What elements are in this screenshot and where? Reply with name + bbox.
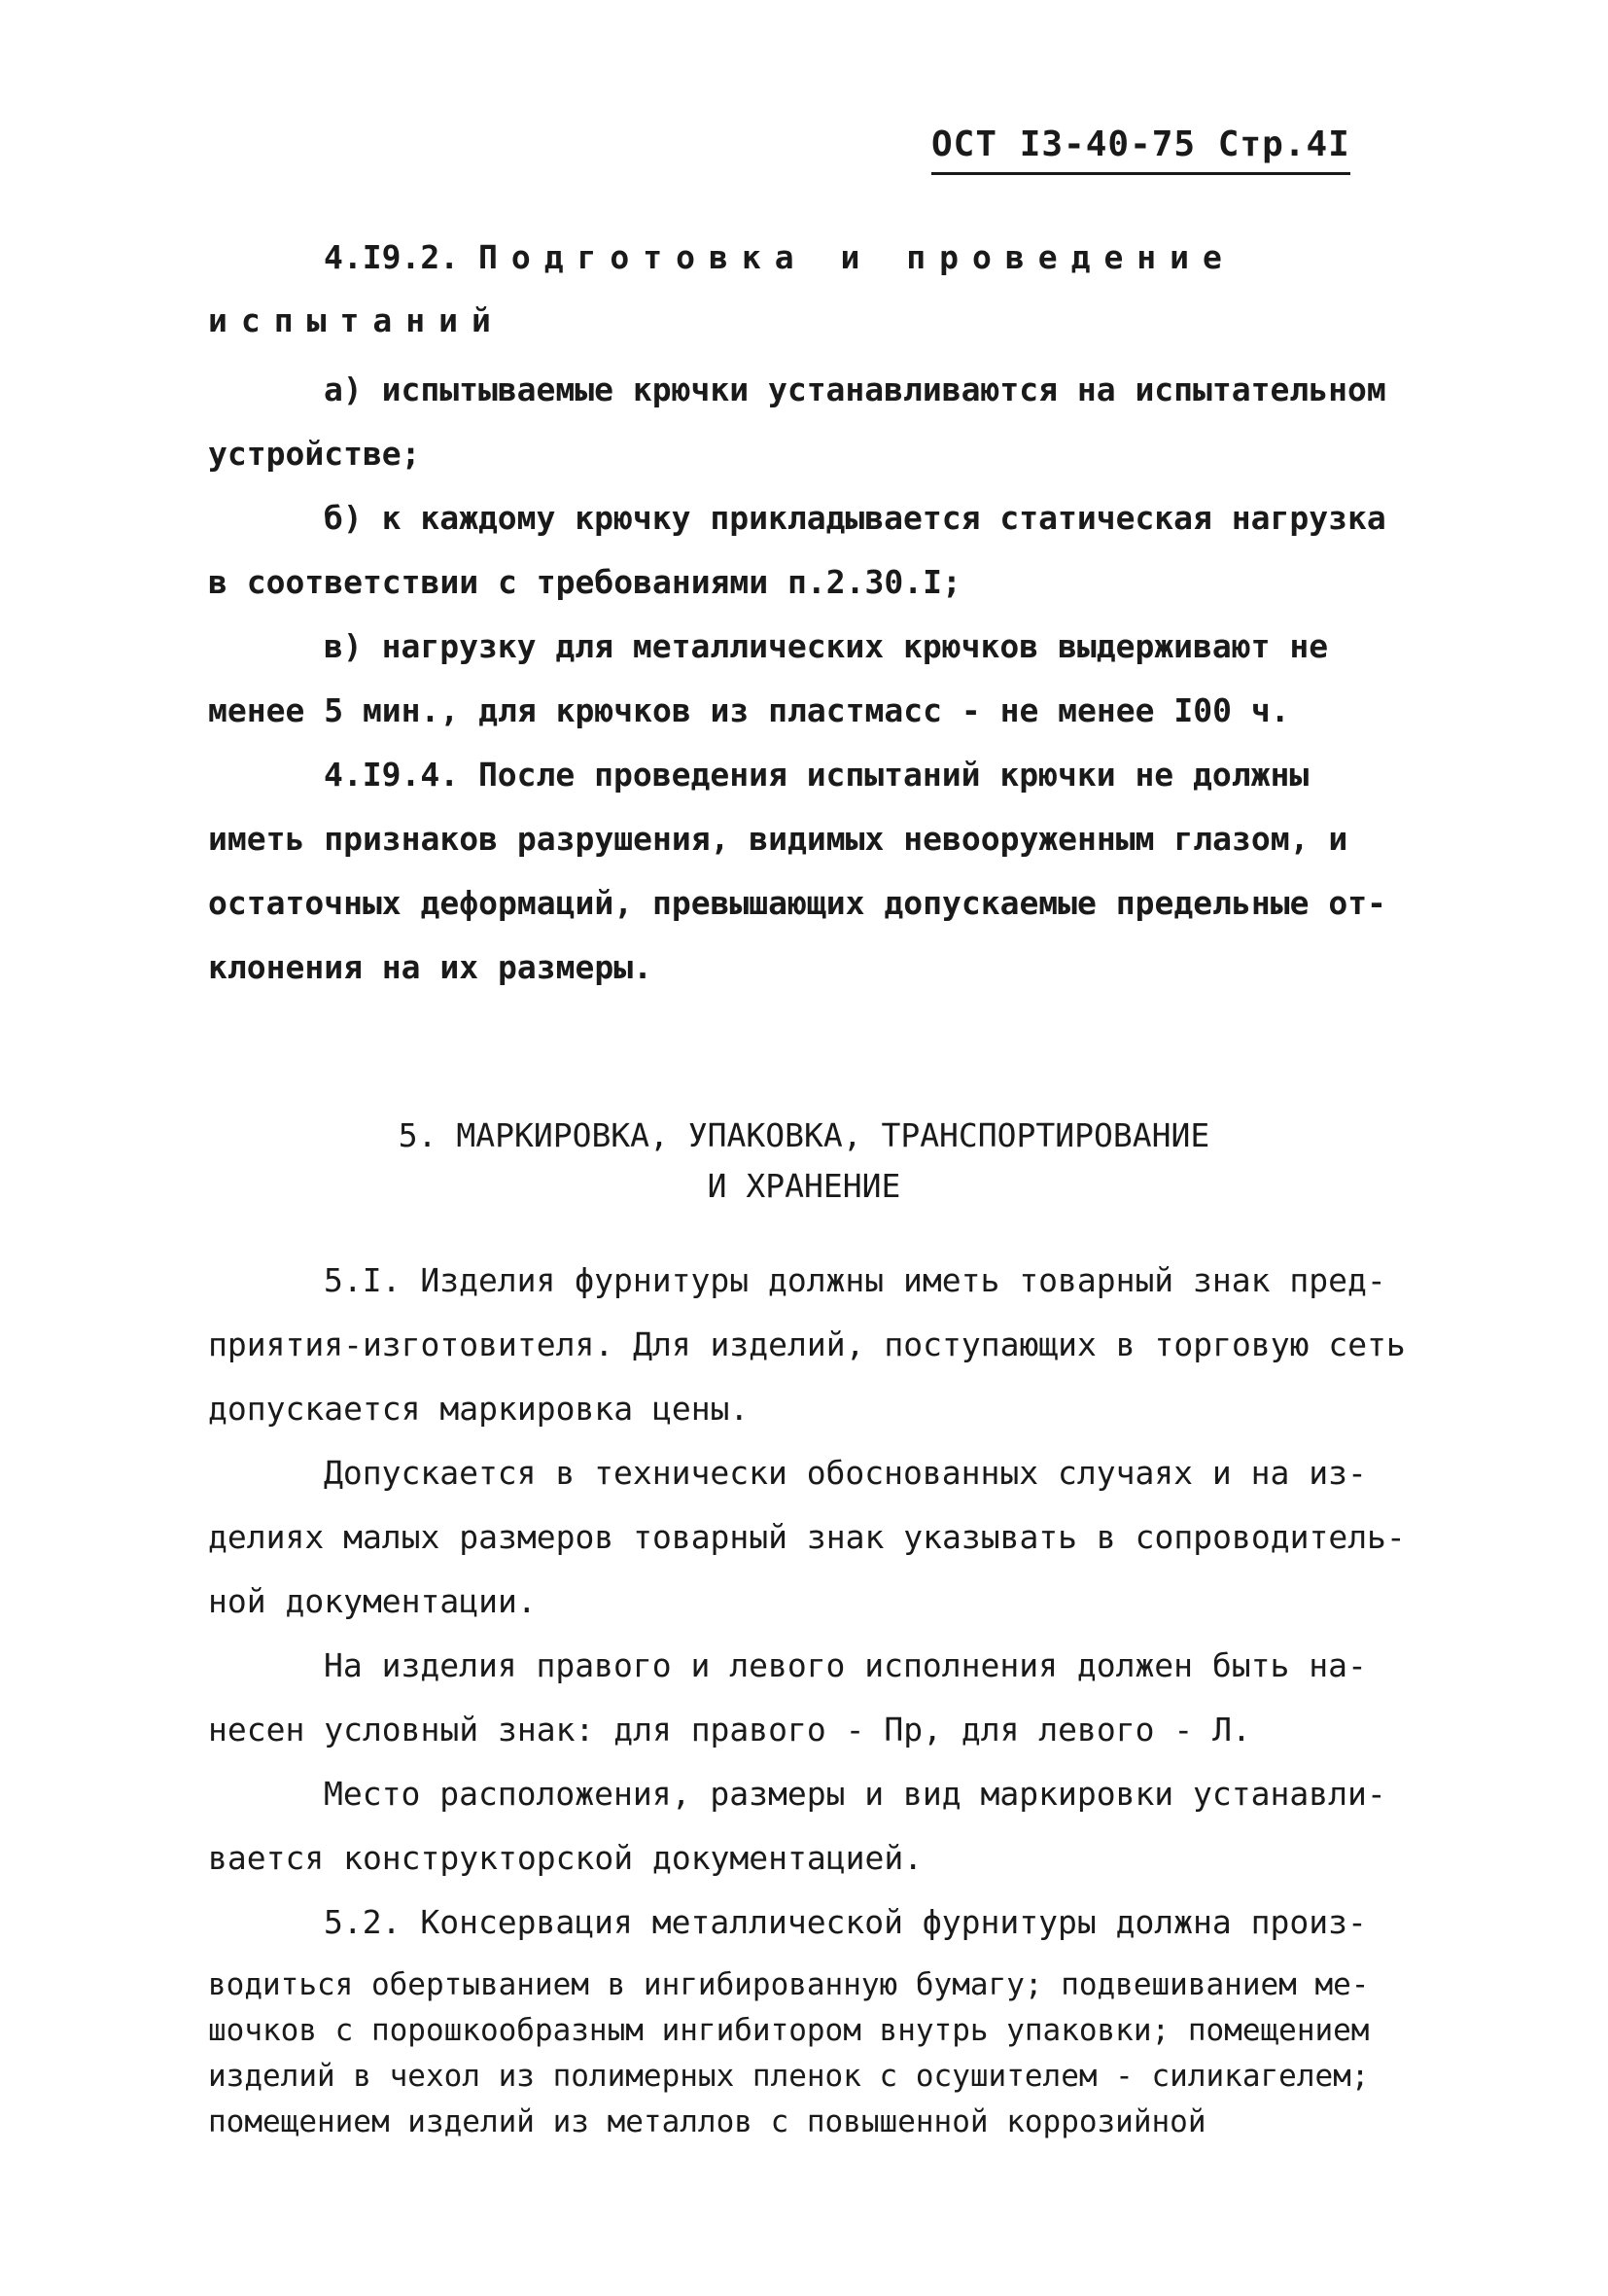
clause-title: Подготовка и проведение: [477, 238, 1236, 276]
clause-4-19-4-line-1: 4.I9.4. После проведения испытаний крючки не должны: [324, 756, 1310, 794]
clause-5-2-line-2: водиться обертыванием в ингибированную бумагу; подвешиванием ме-: [208, 1967, 1370, 2002]
clause-4-19-4-line-4: клонения на их размеры.: [208, 948, 652, 986]
clause-number: 4.I9.2.: [324, 238, 460, 276]
para-2-line-1: Допускается в технически обоснованных случаях и на из-: [324, 1454, 1367, 1492]
item-a-line-2: устройстве;: [208, 435, 421, 473]
clause-5-1-line-2: приятия-изготовителя. Для изделий, поступающих в торговую сеть: [208, 1325, 1406, 1363]
para-4-line-2: вается конструкторской документацией.: [208, 1839, 924, 1877]
clause-4-19-2-title-line: [324, 238, 1236, 276]
clause-5-2-line-3: шочков с порошкообразным ингибитором внутрь упаковки; помещением: [208, 2013, 1370, 2048]
item-v-line-2: менее 5 мин., для крючков из пластмасс - не менее I00 ч.: [208, 691, 1290, 729]
clause-5-2-line-4: изделий в чехол из полимерных пленок с осушителем - силикагелем;: [208, 2059, 1370, 2094]
section-5-heading-line-1: 5. МАРКИРОВКА, УПАКОВКА, ТРАНСПОРТИРОВАНИЕ: [398, 1116, 1210, 1154]
item-b-line-2: в соответствии с требованиями п.2.30.I;: [208, 563, 961, 601]
clause-5-1-line-1: 5.I. Изделия фурнитуры должны иметь товарный знак пред-: [324, 1261, 1386, 1299]
item-v-line-1: в) нагрузку для металлических крючков выдерживают не: [324, 627, 1329, 665]
section-5-heading-line-2: И ХРАНЕНИЕ: [707, 1167, 901, 1205]
para-3-line-2: несен условный знак: для правого - Пр, для левого - Л.: [208, 1711, 1251, 1748]
item-a-line-1: а) испытываемые крючки устанавливаются на испытательном: [324, 371, 1386, 408]
page-header-code: ОСТ I3-40-75 Стр.4I: [931, 124, 1350, 175]
clause-title-continuation: испытаний: [208, 301, 505, 339]
para-2-line-3: ной документации.: [208, 1582, 537, 1620]
para-3-line-1: На изделия правого и левого исполнения должен быть на-: [324, 1646, 1367, 1684]
para-4-line-1: Место расположения, размеры и вид маркировки устанавли-: [324, 1775, 1386, 1813]
clause-5-1-line-3: допускается маркировка цены.: [208, 1390, 750, 1428]
clause-4-19-4-line-2: иметь признаков разрушения, видимых невооруженным глазом, и: [208, 820, 1348, 858]
clause-5-2-line-5: помещением изделий из металлов с повышенной коррозийной: [208, 2104, 1206, 2139]
clause-4-19-4-line-3: остаточных деформаций, превышающих допускаемые предельные от-: [208, 884, 1386, 922]
clause-5-2-line-1: 5.2. Консервация металлической фурнитуры должна произ-: [324, 1903, 1367, 1941]
para-2-line-2: делиях малых размеров товарный знак указывать в сопроводитель-: [208, 1518, 1406, 1556]
item-b-line-1: б) к каждому крючку прикладывается статическая нагрузка: [324, 499, 1386, 537]
